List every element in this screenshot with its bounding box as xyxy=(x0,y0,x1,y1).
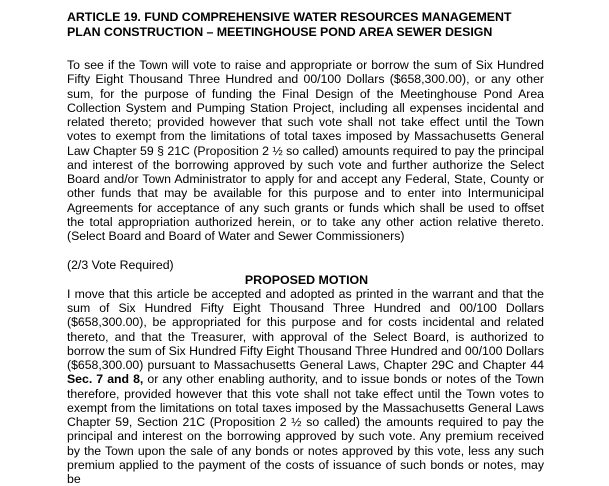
proposed-motion-paragraph xyxy=(67,287,544,486)
body-vote-spacer xyxy=(67,243,544,258)
article-heading: ARTICLE 19. FUND COMPREHENSIVE WATER RESOURCES MANAGEMENT PLAN CONSTRUCTION – MEETINGHOUSE POND AREA SEWER DESIGN xyxy=(67,10,512,39)
document-content xyxy=(67,10,544,486)
article-body-paragraph: To see if the Town will vote to raise and appropriate or borrow the sum of Six Hundred Fifty Eight Thousand Three Hundred and 00/100 Dollars ($658,300.00), or any other sum, for the purpose of funding the Final Design of the Meetinghouse Pond Area Collection System and Pumping Station Project, including all expenses incidental and related thereto; provided however that such vote shall not take effect until the Town votes to exempt from the limitations of total taxes imposed by Massachusetts General Law Chapter 59 § 21C (Proposition 2 ½ so called) amounts required to pay the principal and interest of the borrowing approved by such vote and further authorize the Select Board and/or Town Administrator to apply for and accept any Federal, State, County or other funds that may be available for this purpose and to enter into Intermunicipal Agreements for acceptance of any such grants or funds which shall be used to offset the total appropriation authorized herein, or to take any other action relative thereto. (Select Board and Board of Water and Sewer Commissioners) xyxy=(67,58,544,244)
heading-body-spacer xyxy=(67,39,544,58)
motion-statute-section-bold: Sec. 7 and 8, xyxy=(67,372,144,387)
motion-text-part-two: or any other enabling authority, and to issue bonds or notes of the Town therefore, provided however that this vote shall not take effect until the Town votes to exempt from the limitations on total taxes imposed by the Massachusetts General Laws Chapter 59, Section 21C (Proposition 2 ½ so called) the amounts required to pay the principal and interest on the borrowing approved by such vote. Any premium received by the Town upon the sale of any bonds or notes approved by this vote, less any such premium applied to the payment of the costs of issuance of such bonds or notes, may be xyxy=(67,372,544,486)
vote-required-label: (2/3 Vote Required) xyxy=(67,258,174,273)
motion-text-part-one: I move that this article be accepted and adopted as printed in the warrant and that the sum of Six Hundred Fifty Eight Thousand Three Hundred and 00/100 Dollars ($658,300.00), be appropriated for this purpose and for costs incidental and related thereto, and that the Treasurer, with approval of the Select Board, is authorized to borrow the sum of Six Hundred Fifty Eight Thousand Three Hundred and 00/100 Dollars ($658,300.00) pursuant to Massachusetts General Laws, Chapter 29C and Chapter 44 xyxy=(67,286,544,373)
proposed-motion-heading: PROPOSED MOTION xyxy=(244,272,369,287)
